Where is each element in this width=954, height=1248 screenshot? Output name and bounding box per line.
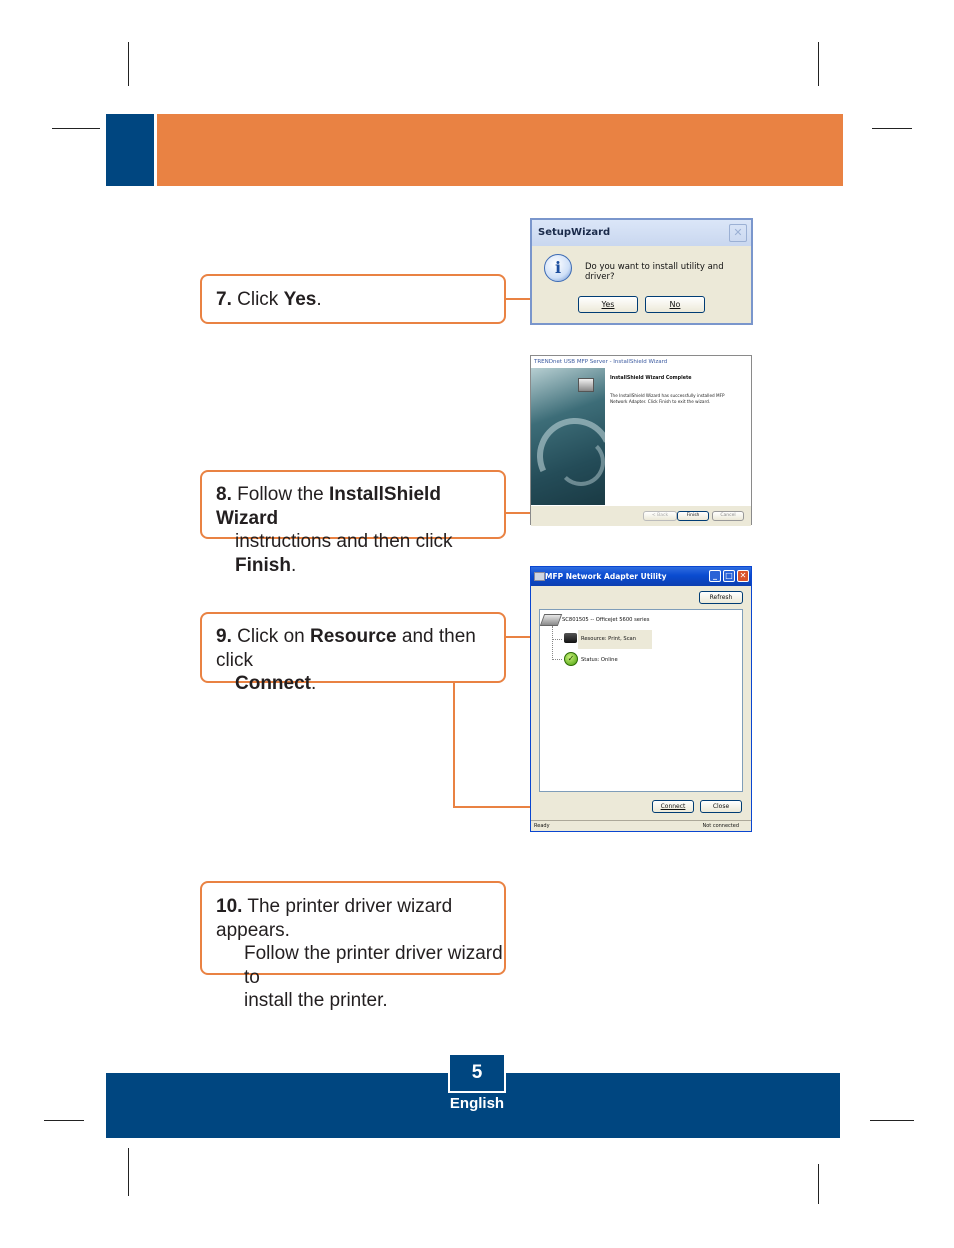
- header-orange-band: [157, 114, 843, 186]
- page-number: 5: [448, 1053, 506, 1093]
- crop-mark: [128, 42, 129, 86]
- window-titlebar: [531, 567, 751, 586]
- step-keyword: Finish: [235, 554, 291, 576]
- connect-button[interactable]: Connect: [652, 800, 694, 813]
- wizard-content: [605, 368, 751, 505]
- window-title: MFP Network Adapter Utility: [545, 572, 667, 581]
- info-icon: i: [544, 254, 572, 282]
- step-text: Follow the printer driver wizard to: [244, 943, 503, 988]
- installshield-dialog: [530, 355, 752, 525]
- mfp-utility-window: [530, 566, 752, 832]
- printer-icon: [540, 614, 562, 626]
- tree-device-node[interactable]: SC801505 -- Officejet 5600 series: [562, 617, 650, 623]
- status-left: Ready: [534, 823, 550, 829]
- step-number: 9.: [216, 626, 232, 647]
- device-tree: [539, 609, 743, 792]
- wizard-body: The InstallShield Wizard has successfully installed MFP Network Adapter. Click Finish to exit the wizard.: [610, 393, 725, 404]
- connector-line: [453, 683, 455, 807]
- step-punct: .: [311, 673, 317, 694]
- step-9-callout: [200, 612, 506, 694]
- dialog-title: SetupWizard: [532, 220, 751, 246]
- crop-mark: [870, 1120, 914, 1121]
- step-keyword: InstallShield Wizard: [216, 484, 441, 529]
- wizard-heading: InstallShield Wizard Complete: [610, 376, 692, 381]
- header-blue-block: [106, 114, 154, 186]
- crop-mark: [872, 128, 912, 129]
- step-text: install the printer.: [244, 990, 388, 1011]
- step-text: Click: [237, 289, 284, 310]
- footer-language: English: [449, 1095, 505, 1112]
- step-text: Follow the: [237, 484, 330, 505]
- no-button[interactable]: No: [645, 296, 705, 313]
- minimize-icon[interactable]: _: [709, 570, 721, 582]
- crop-mark: [52, 128, 100, 129]
- step-keyword: Connect: [235, 673, 311, 694]
- dialog-title: TRENDnet USB MFP Server - InstallShield Wizard: [531, 356, 751, 368]
- crop-mark: [818, 1164, 819, 1204]
- step-10-callout: [200, 881, 506, 1011]
- step-text: The printer driver wizard appears.: [216, 896, 453, 941]
- close-icon[interactable]: ✕: [737, 570, 749, 582]
- step-number: 8.: [216, 484, 232, 505]
- close-button[interactable]: Close: [700, 800, 742, 813]
- status-bar: [531, 820, 751, 831]
- step-text: Click on: [237, 626, 310, 647]
- yes-button[interactable]: Yes: [578, 296, 638, 313]
- step-keyword: Yes: [283, 289, 317, 310]
- computer-icon: [578, 378, 594, 392]
- crop-mark: [128, 1148, 129, 1196]
- close-icon[interactable]: ✕: [729, 224, 747, 242]
- step-number: 10.: [216, 896, 243, 917]
- step-number: 7.: [216, 289, 232, 310]
- step-punct: .: [290, 554, 297, 576]
- finish-button[interactable]: Finish: [677, 511, 709, 521]
- back-button[interactable]: < Back: [643, 511, 677, 521]
- scanner-icon: [564, 633, 577, 643]
- setup-wizard-dialog: [530, 218, 753, 325]
- step-text: instructions and then click: [235, 531, 453, 552]
- online-check-icon: ✓: [564, 652, 578, 666]
- step-8-callout: [200, 470, 506, 576]
- tree-resource-node[interactable]: Resource: Print, Scan: [581, 636, 637, 642]
- status-right: Not connected: [702, 823, 739, 829]
- crop-mark: [44, 1120, 84, 1121]
- cancel-button[interactable]: Cancel: [712, 511, 744, 521]
- crop-mark: [818, 42, 819, 86]
- app-icon: [534, 572, 545, 581]
- wizard-button-bar: [531, 505, 751, 526]
- tree-status-node: Status: Online: [581, 657, 618, 663]
- maximize-icon[interactable]: □: [723, 570, 735, 582]
- step-7-callout: [200, 274, 506, 324]
- step-keyword: Resource: [310, 626, 397, 647]
- refresh-button[interactable]: Refresh: [699, 591, 743, 604]
- step-punct: .: [316, 289, 322, 310]
- step-text: and then click: [216, 626, 476, 671]
- dialog-message: Do you want to install utility and driver?: [585, 262, 724, 282]
